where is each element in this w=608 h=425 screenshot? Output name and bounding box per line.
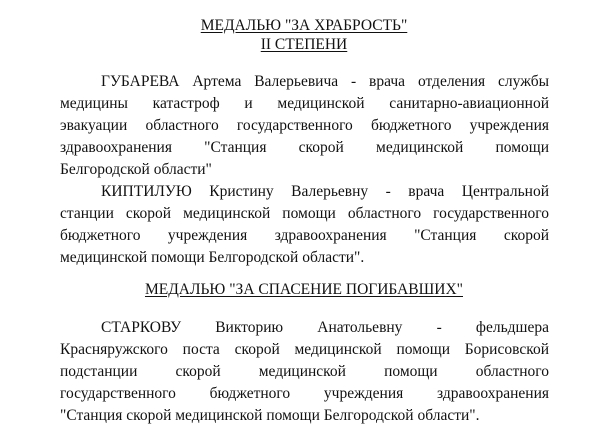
entry-2-line-3: бюджетного учреждения здравоохранения "Станция скорой — [60, 227, 549, 244]
section-1-title-line-2: II СТЕПЕНИ — [260, 36, 348, 53]
entry-1-line-3: эвакуации областного государственного бюджетного учреждения — [60, 117, 549, 134]
entry-3-line-3: подстанции скорой медицинской помощи областного — [60, 363, 549, 380]
entry-2-line-1: КИПТИЛУЮ Кристину Валерьевну - врача Центральной — [101, 183, 549, 200]
entry-3-line-1: СТАРКОВУ Викторию Анатольевну - фельдшера — [101, 319, 549, 336]
entry-3-line-4: государственного бюджетного учреждения здравоохранения — [60, 385, 549, 402]
entry-1-line-2: медицины катастроф и медицинской санитарно-авиационной — [60, 95, 549, 112]
entry-1-line-4: здравоохранения "Станция скорой медицинской помощи — [60, 139, 549, 156]
entry-1-line-5: Белгородской области" — [60, 161, 212, 178]
entry-3-line-5: "Станция скорой медицинской помощи Белгородской области". — [60, 407, 480, 424]
entry-3-line-2: Красняружского поста скорой медицинской помощи Борисовской — [60, 341, 549, 358]
entry-2-line-2: станции скорой медицинской помощи областного государственного — [60, 205, 549, 222]
entry-2-line-4: медицинской помощи Белгородской области". — [60, 249, 365, 266]
entry-1-line-1: ГУБАРЕВА Артема Валерьевича - врача отделения службы — [101, 73, 549, 90]
section-1-title-line-1: МЕДАЛЬЮ "ЗА ХРАБРОСТЬ" — [200, 17, 408, 34]
section-2-title: МЕДАЛЬЮ "ЗА СПАСЕНИЕ ПОГИБАВШИХ" — [144, 281, 463, 298]
